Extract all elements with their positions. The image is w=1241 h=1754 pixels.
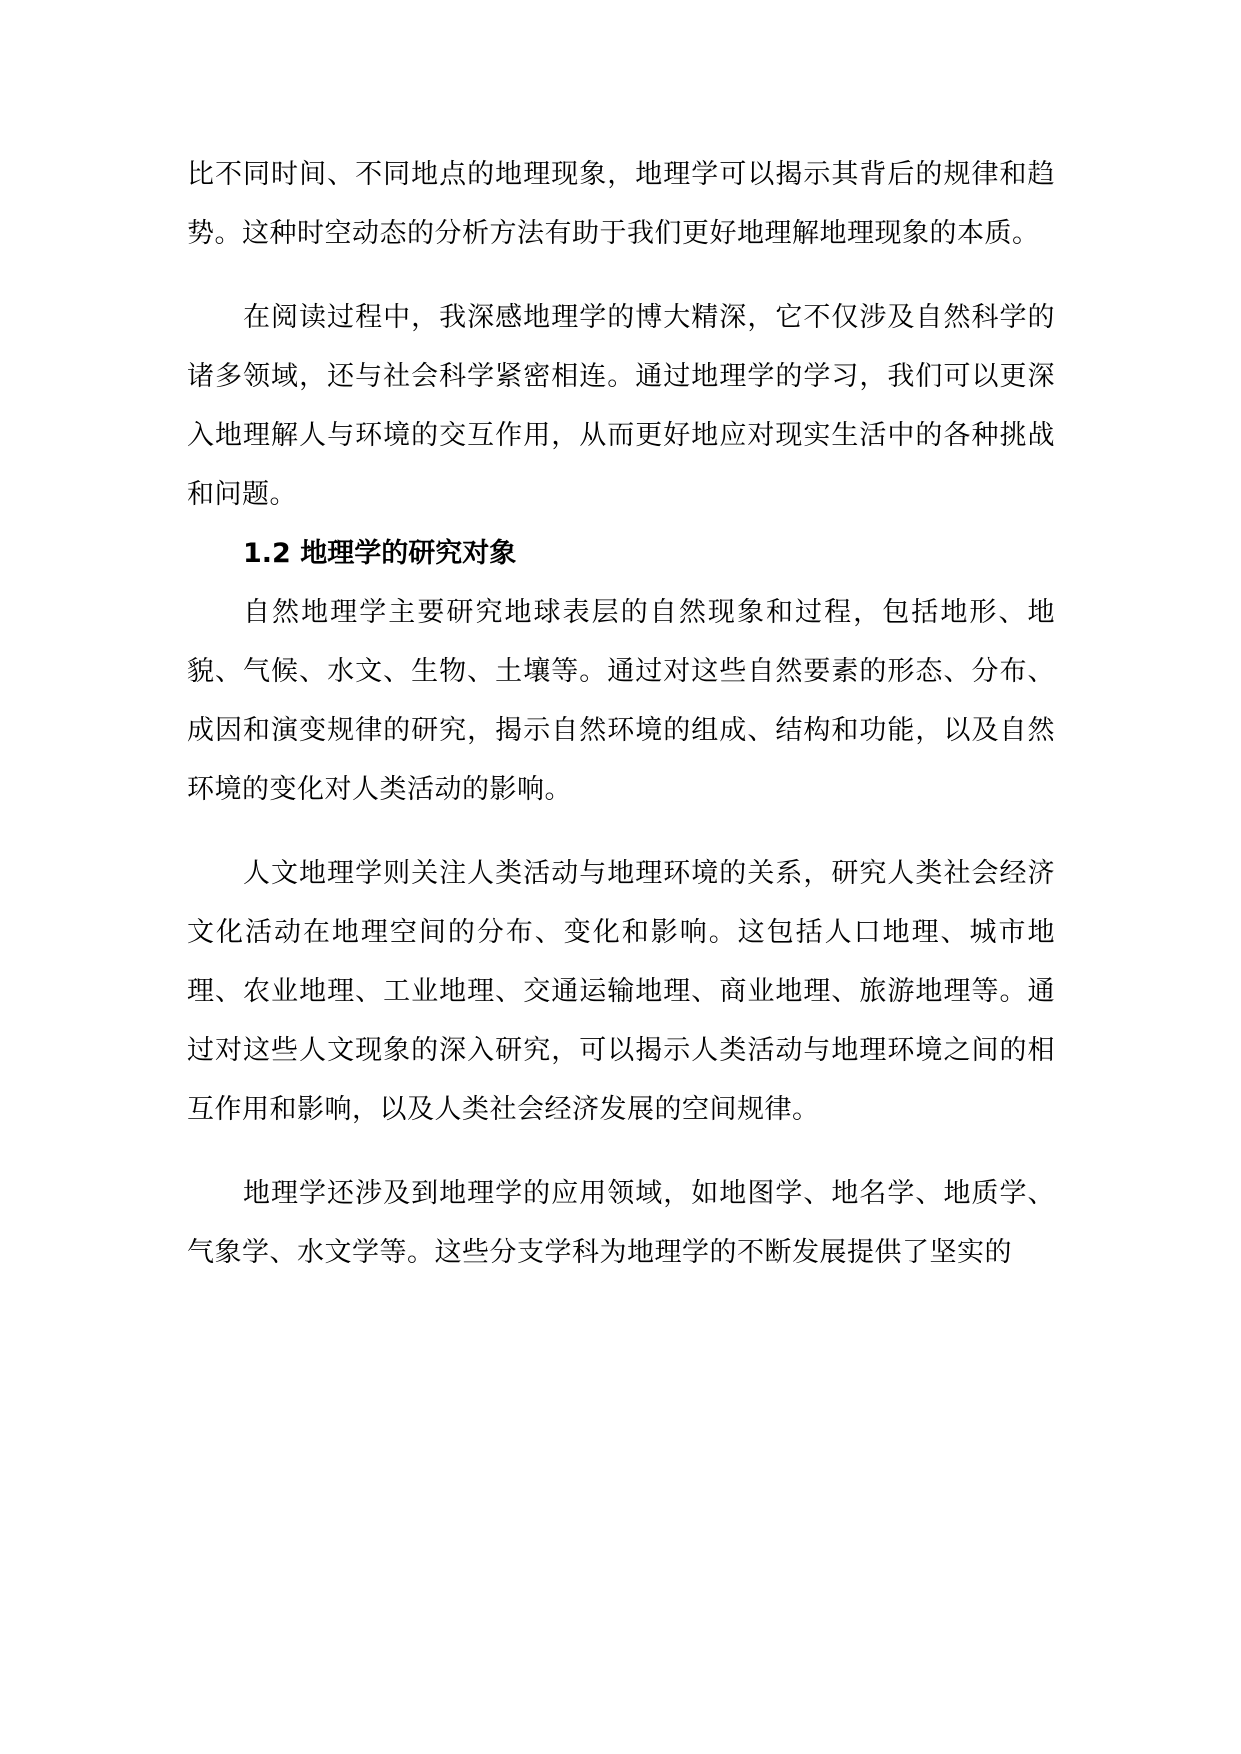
paragraph-continuation: 比不同时间、不同地点的地理现象，地理学可以揭示其背后的规律和趋势。这种时空动态的分析方法有助于我们更好地理解地理现象的本质。 [187,159,1055,249]
document-body [187,145,1055,1282]
paragraph-physical-geography: 自然地理学主要研究地球表层的自然现象和过程，包括地形、地貌、气候、水文、生物、土壤等。通过对这些自然要素的形态、分布、成因和演变规律的研究，揭示自然环境的组成、结构和功能，以及自然环境的变化对人类活动的影响。 [187,597,1055,805]
paragraph-reading-reflection: 在阅读过程中，我深感地理学的博大精深，它不仅涉及自然科学的诸多领域，还与社会科学紧密相连。通过地理学的学习，我们可以更深入地理解人与环境的交互作用，从而更好地应对现实生活中的各种挑战和问题。 [187,302,1055,510]
paragraph-human-geography: 人文地理学则关注人类活动与地理环境的关系，研究人类社会经济文化活动在地理空间的分布、变化和影响。这包括人口地理、城市地理、农业地理、工业地理、交通运输地理、商业地理、旅游地理等。通过对这些人文现象的深入研究，可以揭示人类活动与地理环境之间的相互作用和影响，以及人类社会经济发展的空间规律。 [187,858,1055,1125]
paragraph-applied-geography: 地理学还涉及到地理学的应用领域，如地图学、地名学、地质学、气象学、水文学等。这些分支学科为地理学的不断发展提供了坚实的 [187,1178,1055,1268]
section-heading: 1.2 地理学的研究对象 [243,538,517,569]
